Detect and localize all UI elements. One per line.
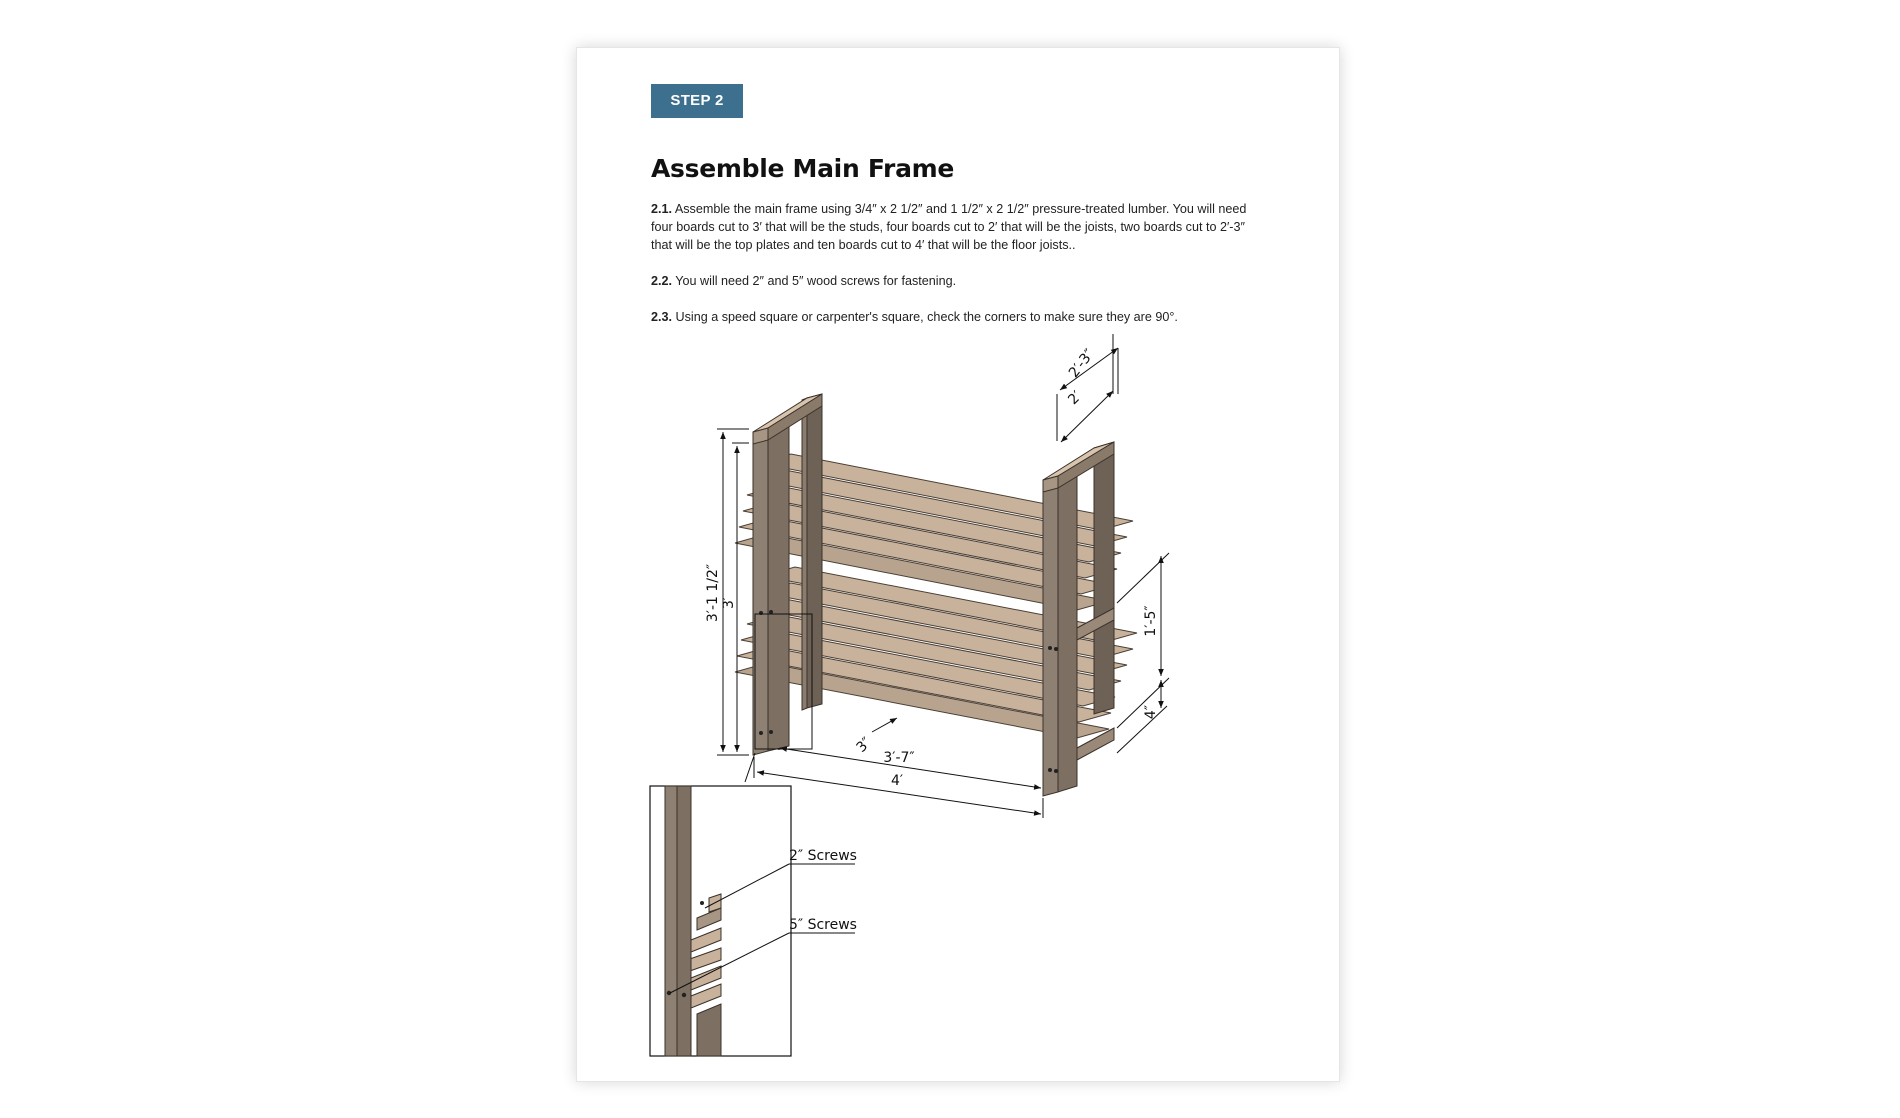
right-side-frame [1043, 442, 1114, 796]
dimension-top-plate-label: 2′-3″ [1065, 346, 1098, 381]
instruction-page [576, 47, 1340, 1082]
instruction-text: Assemble the main frame using 3/4″ x 2 1/2″ and 1 1/2″ x 2 1/2″ pressure-treated lumber. You will need four boards cut to 3′ that will be the studs, four boards cut to 2′ that will be the joists, two boards cut to 2′-3″ that will be the top plates and ten boards cut to 4′ that will be the floor joists.. [651, 202, 1247, 252]
dimension-joist-label: 2′ [1065, 388, 1086, 409]
dimension-floor-offset-label: 4″ [1143, 704, 1159, 720]
dimension-length [754, 718, 1043, 818]
dimension-overall-length-label: 4′ [890, 773, 904, 789]
instruction-number: 2.3. [651, 310, 673, 324]
dimension-top [1057, 334, 1118, 442]
dimension-inner-length-label: 3′-7″ [883, 750, 915, 766]
frame-diagram [577, 48, 1341, 1083]
dimension-height [705, 429, 749, 755]
dimension-total-height-label: 3′-1 1/2″ [705, 563, 721, 623]
instruction-number: 2.1. [651, 202, 673, 216]
dimension-stud-label: 3′ [721, 596, 737, 610]
instruction-text: You will need 2″ and 5″ wood screws for fastening. [675, 274, 957, 288]
callout-5-inch-screws: 5″ Screws [789, 917, 857, 933]
callout-2-inch-screws: 2″ Screws [789, 848, 857, 864]
page-title: Assemble Main Frame [651, 154, 955, 183]
dimension-shelf-height-label: 1′-5″ [1143, 605, 1159, 637]
dimension-shelf-height [1117, 553, 1169, 753]
instruction-number: 2.2. [651, 274, 673, 288]
screw-detail-inset [650, 786, 791, 1056]
dimension-slat-gap-label: 3″ [853, 734, 875, 756]
instruction-text: Using a speed square or carpenter's square, check the corners to make sure they are 90°. [675, 310, 1178, 324]
step-badge: STEP 2 [651, 84, 743, 118]
